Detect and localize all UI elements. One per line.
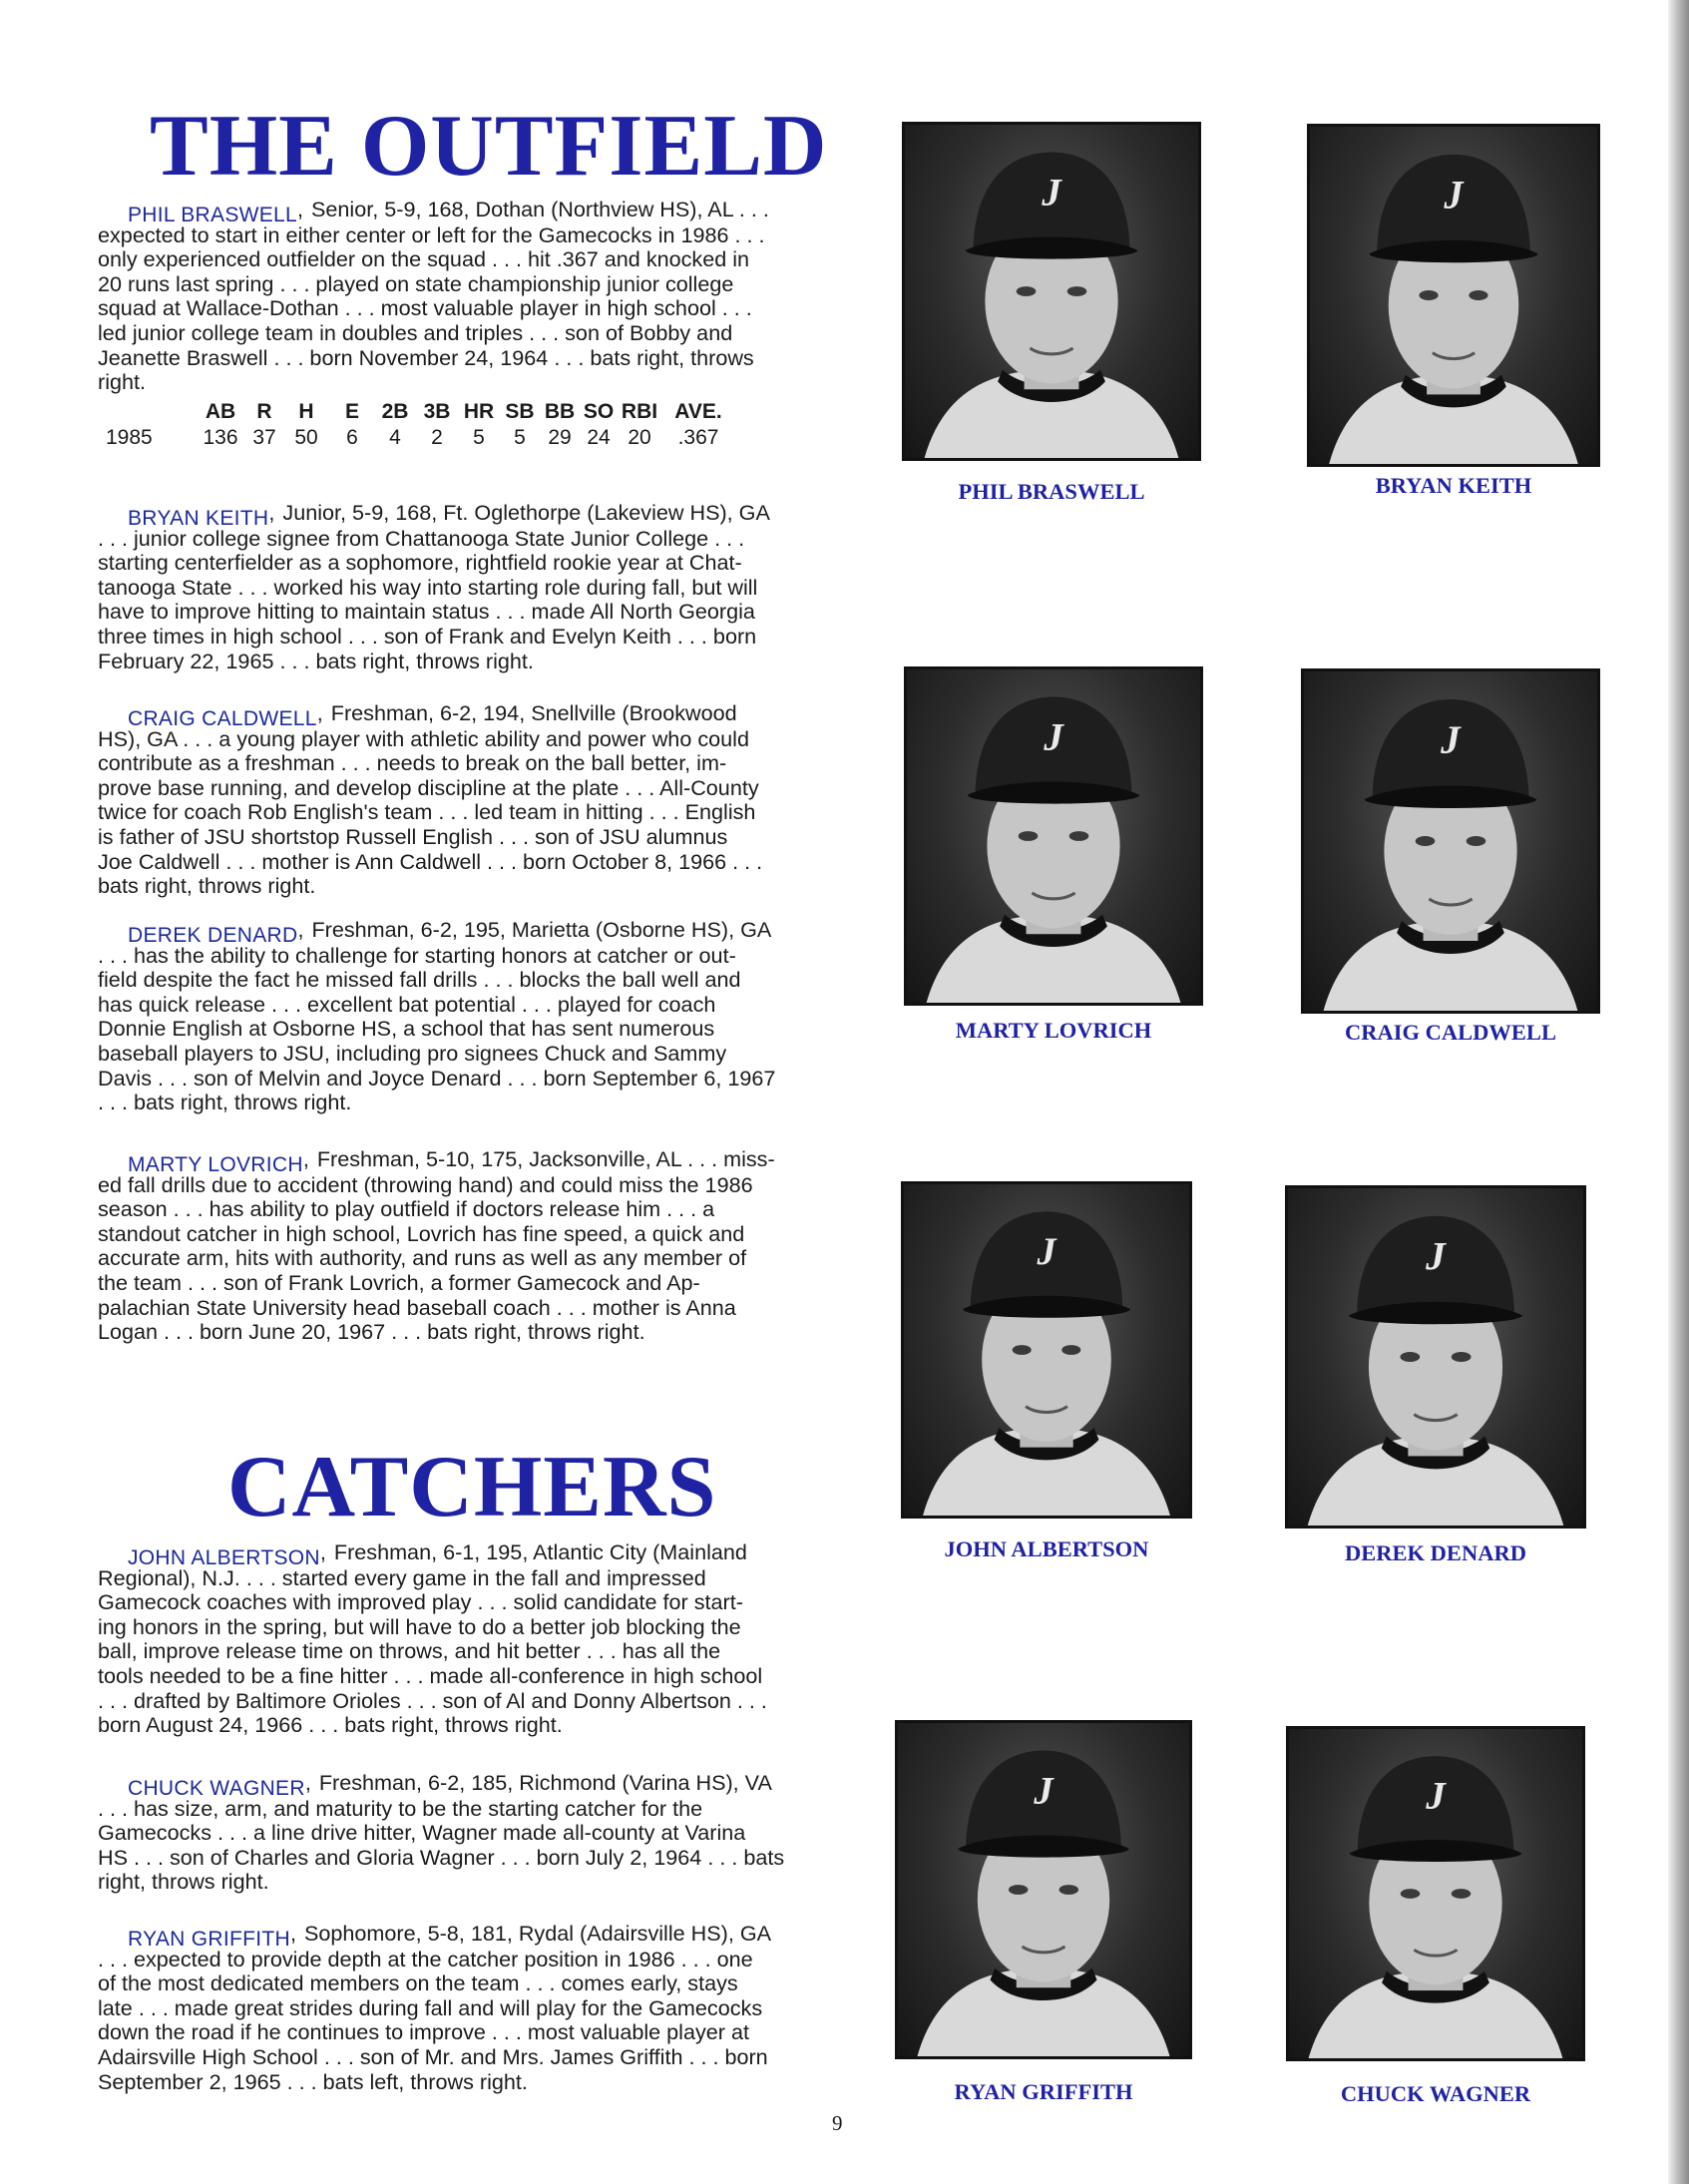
portrait-silhouette: [905, 125, 1198, 458]
player-photo-phil-braswell: [902, 122, 1201, 461]
bio-line: born August 24, 1966 . . . bats right, throws right.: [98, 1713, 563, 1738]
bio-line: Davis . . . son of Melvin and Joyce Denard . . . born September 6, 1967: [98, 1066, 776, 1091]
stats-header-cell: H: [298, 400, 314, 423]
stats-cell: 29: [548, 426, 572, 449]
bio-line: HS . . . son of Charles and Gloria Wagner . . . born July 2, 1964 . . . bats: [98, 1845, 785, 1870]
bio-line: led junior college team in doubles and triples . . . son of Bobby and: [98, 320, 733, 345]
eye-shape: [1416, 836, 1436, 846]
stats-header-cell: HR: [463, 400, 495, 423]
player-name: DEREK DENARD: [128, 924, 298, 944]
eye-shape: [1452, 1352, 1472, 1362]
photo-caption-chuck-wagner: CHUCK WAGNER: [1340, 2081, 1531, 2106]
eye-shape: [1019, 831, 1039, 841]
eye-shape: [1017, 286, 1037, 296]
bio-text: Freshman, 6-1, 195, Atlantic City (Mainland: [333, 1540, 747, 1564]
stats-header-cell: RBI: [621, 400, 658, 423]
eye-shape: [1067, 286, 1087, 296]
player-name: MARTY LOVRICH: [128, 1153, 303, 1173]
eye-shape: [1069, 831, 1089, 841]
bio-line: late . . . made great strides during fall and will play for the Gamecocks: [98, 1995, 763, 2020]
stats-cell: 5: [514, 426, 526, 449]
stats-header-cell: [106, 399, 196, 425]
bio-line: 20 runs last spring . . . played on state championship junior college: [98, 271, 734, 296]
bio-line: contribute as a freshman . . . needs to break on the ball better, im-: [98, 751, 727, 776]
stats-header-cell: AVE.: [674, 400, 722, 423]
bio-ryan-griffith: [98, 1922, 838, 2094]
portrait-silhouette: [1304, 671, 1597, 1011]
stats-cell: 37: [252, 426, 276, 449]
portrait-silhouette: [1288, 1188, 1583, 1526]
portrait-silhouette: [1289, 1729, 1582, 2058]
stats-header-cell: AB: [205, 400, 236, 423]
bio-line: . . . has the ability to challenge for starting honors at catcher or out-: [98, 943, 736, 968]
player-photo-derek-denard: [1285, 1185, 1586, 1529]
bio-line: field despite the fact he missed fall drills . . . blocks the ball well and: [98, 968, 741, 993]
player-photo-john-albertson: [901, 1181, 1192, 1519]
stats-header-cell: R: [256, 400, 272, 423]
bio-line: HS), GA . . . a young player with athletic ability and power who could: [98, 726, 749, 751]
bio-line: Gamecock coaches with improved play . . . solid candidate for start-: [98, 1590, 743, 1615]
name-separator: ,: [319, 1540, 332, 1564]
stats-cell: 1985: [106, 426, 153, 449]
player-name: CRAIG CALDWELL: [128, 707, 317, 727]
stats-data-row: [106, 425, 736, 451]
cap-logo: J: [1444, 173, 1464, 218]
braswell-stats-table: [106, 399, 736, 451]
bio-marty-lovrich: [98, 1147, 838, 1345]
bio-john-albertson: [98, 1540, 838, 1738]
player-photo-marty-lovrich: [904, 666, 1203, 1006]
cap-logo: J: [1441, 717, 1461, 763]
outfield-section-title: THE OUTFIELD: [150, 98, 828, 195]
page-edge-shadow: [1668, 0, 1689, 2184]
bio-line: Joe Caldwell . . . mother is Ann Caldwell . . . born October 8, 1966 . . .: [98, 849, 763, 874]
name-separator: ,: [268, 501, 281, 525]
cap-logo: J: [1044, 715, 1063, 759]
bio-line: September 2, 1965 . . . bats left, throws right.: [98, 2069, 528, 2094]
photo-caption-john-albertson: JOHN ALBERTSON: [944, 1536, 1149, 1561]
bio-line: twice for coach Rob English's team . . . led team in hitting . . . English: [98, 800, 756, 825]
portrait-silhouette: [904, 1184, 1189, 1516]
bio-line: three times in high school . . . son of Frank and Evelyn Keith . . . born: [98, 624, 757, 649]
bio-line: expected to start in either center or left for the Gamecocks in 1986 . . .: [98, 222, 765, 247]
photo-caption-marty-lovrich: MARTY LOVRICH: [955, 1018, 1152, 1043]
bio-line: right, throws right.: [98, 1870, 269, 1895]
photo-caption-derek-denard: DEREK DENARD: [1345, 1540, 1526, 1565]
stats-header-cell: SO: [583, 400, 615, 423]
bio-line: baseball players to JSU, including pro signees Chuck and Sammy: [98, 1041, 727, 1066]
player-name: PHIL BRASWELL: [128, 204, 298, 223]
bio-line: starting centerfielder as a sophomore, rightfield rookie year at Chat-: [98, 551, 742, 576]
bio-line: Logan . . . born June 20, 1967 . . . bats right, throws right.: [98, 1320, 645, 1345]
bio-line: [98, 198, 838, 223]
bio-text: Freshman, 6-2, 195, Marietta (Osborne HS), GA: [311, 918, 772, 942]
catchers-section-title: CATCHERS: [227, 1439, 717, 1535]
bio-line: [98, 1540, 838, 1566]
bio-craig-caldwell: [98, 701, 838, 899]
eye-shape: [1419, 290, 1438, 300]
name-separator: ,: [297, 918, 310, 942]
photo-caption-ryan-griffith: RYAN GRIFFITH: [954, 2079, 1133, 2104]
stats-cell: 5: [473, 426, 485, 449]
stats-header-cell: BB: [544, 400, 576, 423]
stats-cell: 6: [346, 426, 358, 449]
stats-header-cell: E: [344, 400, 359, 423]
bio-line: right.: [98, 370, 147, 395]
bio-line: Jeanette Braswell . . . born November 24, 1964 . . . bats right, throws: [98, 345, 754, 370]
stats-cell: 50: [294, 426, 318, 449]
stats-cell: .367: [677, 426, 719, 449]
bio-derek-denard: [98, 918, 838, 1115]
portrait-silhouette: [898, 1723, 1189, 2056]
eye-shape: [1469, 290, 1487, 300]
bio-line: squad at Wallace-Dothan . . . most valuable player in high school . . .: [98, 296, 752, 321]
bio-line: ing honors in the spring, but will have to do a better job blocking the: [98, 1614, 741, 1639]
eye-shape: [1059, 1885, 1078, 1895]
bio-line: . . . junior college signee from Chattanooga State Junior College . . .: [98, 526, 745, 551]
stats-header-cell: 3B: [423, 400, 451, 423]
stats-cell: 2: [431, 426, 443, 449]
stats-cell: 136: [203, 426, 238, 449]
bio-text: Junior, 5-9, 168, Ft. Oglethorpe (Lakeview HS), GA: [282, 501, 770, 525]
cap-logo: J: [1042, 171, 1061, 215]
bio-line: have to improve hitting to maintain status . . . made All North Georgia: [98, 600, 755, 625]
bio-line: [98, 1147, 838, 1173]
player-name: RYAN GRIFFITH: [128, 1928, 290, 1948]
bio-line: [98, 918, 838, 944]
bio-line: Regional), N.J. . . . started every game in the fall and impressed: [98, 1565, 706, 1590]
portrait-silhouette: [907, 669, 1200, 1003]
stats-cell: 4: [389, 426, 401, 449]
stats-cell: 20: [628, 426, 651, 449]
player-photo-craig-caldwell: [1301, 668, 1600, 1014]
photo-caption-craig-caldwell: CRAIG CALDWELL: [1345, 1020, 1556, 1045]
eye-shape: [1013, 1345, 1032, 1355]
cap-logo: J: [1034, 1769, 1054, 1813]
player-photo-ryan-griffith: [895, 1720, 1192, 2059]
bio-text: Senior, 5-9, 168, Dothan (Northview HS), AL . . .: [311, 198, 769, 221]
bio-line: tools needed to be a fine hitter . . . made all-conference in high school: [98, 1663, 763, 1688]
bio-line: has quick release . . . excellent bat potential . . . played for coach: [98, 992, 716, 1017]
bio-line: of the most dedicated members on the team . . . comes early, stays: [98, 1971, 738, 1996]
player-photo-bryan-keith: [1307, 124, 1600, 467]
bio-line: standout catcher in high school, Lovrich has fine speed, a quick and: [98, 1221, 745, 1246]
player-photo-chuck-wagner: [1286, 1726, 1585, 2061]
bio-line: down the road if he continues to improve . . . most valuable player at: [98, 2020, 749, 2045]
name-separator: ,: [289, 1922, 302, 1946]
bio-line: accurate arm, hits with authority, and runs as well as any member of: [98, 1246, 747, 1271]
page-number: 9: [832, 2111, 843, 2135]
bio-text: Freshman, 6-2, 185, Richmond (Varina HS), VA: [318, 1771, 772, 1795]
bio-line: prove base running, and develop discipline at the plate . . . All-County: [98, 775, 759, 800]
bio-line: [98, 1922, 838, 1948]
eye-shape: [1452, 1889, 1472, 1899]
name-separator: ,: [297, 198, 310, 221]
stats-cell: 24: [587, 426, 611, 449]
name-separator: ,: [304, 1771, 317, 1795]
bio-line: . . . has size, arm, and maturity to be the starting catcher for the: [98, 1796, 703, 1821]
bio-line: bats right, throws right.: [98, 874, 316, 899]
bio-line: Adairsville High School . . . son of Mr. and Mrs. James Griffith . . . born: [98, 2044, 768, 2069]
bio-line: ed fall drills due to accident (throwing hand) and could miss the 1986: [98, 1172, 753, 1197]
photo-caption-phil-braswell: PHIL BRASWELL: [958, 479, 1145, 504]
stats-header-cell: 2B: [381, 400, 409, 423]
bio-line: [98, 1771, 838, 1797]
bio-line: is father of JSU shortstop Russell English . . . son of JSU alumnus: [98, 824, 728, 849]
bio-line: [98, 701, 838, 727]
bio-text: Freshman, 6-2, 194, Snellville (Brookwood: [330, 701, 737, 725]
bio-line: palachian State University head baseball coach . . . mother is Anna: [98, 1295, 736, 1320]
bio-line: . . . expected to provide depth at the catcher position in 1986 . . . one: [98, 1947, 753, 1971]
bio-line: tanooga State . . . worked his way into starting role during fall, but will: [98, 575, 758, 600]
cap-logo: J: [1426, 1234, 1446, 1279]
bio-text: Sophomore, 5-8, 181, Rydal (Adairsville HS), GA: [303, 1922, 772, 1946]
name-separator: ,: [302, 1147, 315, 1171]
cap-logo: J: [1037, 1230, 1056, 1274]
player-name: CHUCK WAGNER: [128, 1777, 305, 1797]
eye-shape: [1401, 1889, 1421, 1899]
player-name: BRYAN KEITH: [128, 507, 269, 527]
photo-caption-bryan-keith: BRYAN KEITH: [1375, 473, 1532, 498]
stats-header-cell: SB: [505, 400, 535, 423]
stats-header-row: [106, 399, 736, 425]
bio-chuck-wagner: [98, 1771, 838, 1895]
cap-logo: J: [1426, 1774, 1446, 1818]
player-name: JOHN ALBERTSON: [128, 1546, 320, 1566]
eye-shape: [1009, 1885, 1028, 1895]
name-separator: ,: [316, 701, 329, 725]
eye-shape: [1467, 836, 1486, 846]
bio-line: the team . . . son of Frank Lovrich, a former Gamecock and Ap-: [98, 1270, 700, 1295]
eye-shape: [1061, 1345, 1080, 1355]
bio-phil-braswell: [98, 198, 838, 395]
bio-line: ball, improve release time on throws, and hit better . . . has all the: [98, 1639, 721, 1664]
bio-text: Freshman, 5-10, 175, Jacksonville, AL . . . miss-: [316, 1147, 775, 1171]
bio-line: only experienced outfielder on the squad . . . hit .367 and knocked in: [98, 247, 750, 272]
bio-line: [98, 501, 838, 527]
bio-line: Gamecocks . . . a line drive hitter, Wagner made all-county at Varina: [98, 1821, 746, 1846]
bio-line: . . . drafted by Baltimore Orioles . . . son of Al and Donny Albertson . . .: [98, 1688, 767, 1713]
eye-shape: [1400, 1352, 1420, 1362]
bio-line: . . . bats right, throws right.: [98, 1091, 352, 1115]
bio-line: February 22, 1965 . . . bats right, throws right.: [98, 649, 534, 673]
portrait-silhouette: [1310, 127, 1597, 464]
bio-bryan-keith: [98, 501, 838, 673]
bio-line: Donnie English at Osborne HS, a school that has sent numerous: [98, 1017, 715, 1042]
bio-line: season . . . has ability to play outfield if doctors release him . . . a: [98, 1197, 715, 1222]
